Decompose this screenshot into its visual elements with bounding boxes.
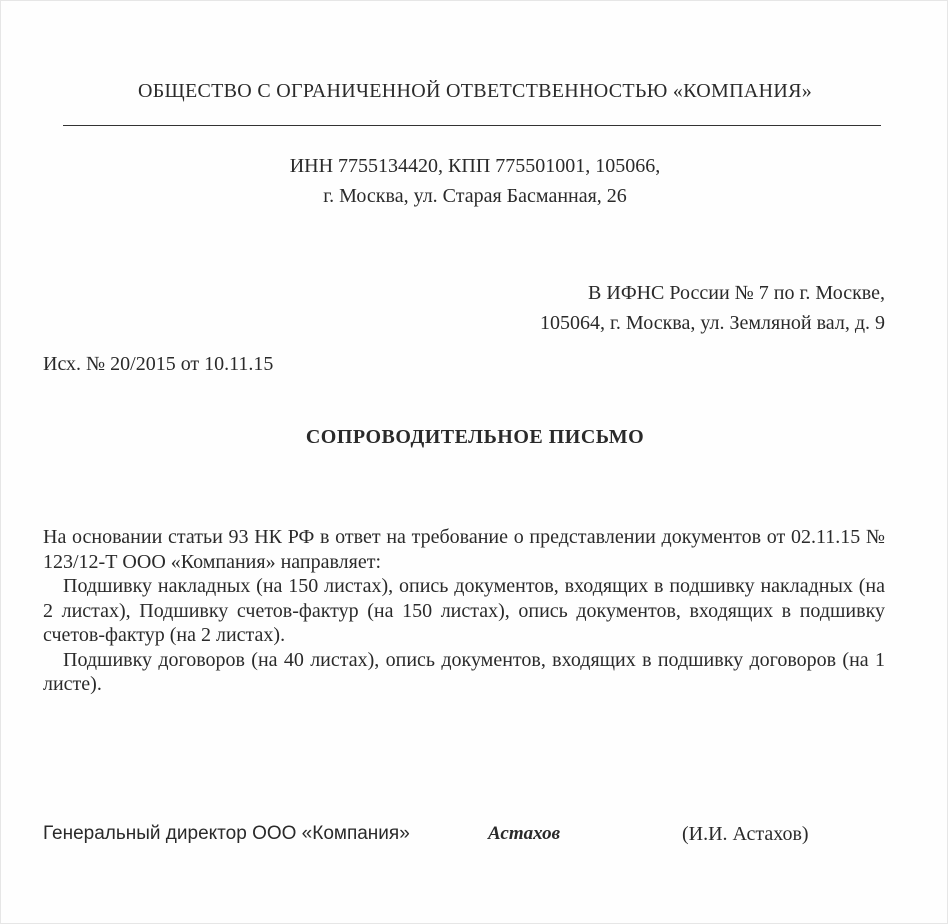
signatory-position: Генеральный директор ООО «Компания» <box>43 823 410 844</box>
addressee-recipient: В ИФНС России № 7 по г. Москве, <box>588 282 885 304</box>
signatory-name: (И.И. Астахов) <box>682 823 809 845</box>
requisites-tax-ids: ИНН 7755134420, КПП 775501001, 105066, <box>289 155 661 177</box>
document-title: СОПРОВОДИТЕЛЬНОЕ ПИСЬМО <box>305 426 645 448</box>
body-paragraph-invoices: Подшивку накладных (на 150 листах), опись документов, входящих в подшивку накладных (на 2 листах), Подшивку счетов-фактур (на 150 листах), опись документов, входящих в подшивку счетов-фактур (на 2 листах). <box>43 575 885 646</box>
addressee-address: 105064, г. Москва, ул. Земляной вал, д. 9 <box>539 312 885 334</box>
company-requisites <box>1 151 948 211</box>
handwritten-signature: Астахов <box>488 823 561 844</box>
outgoing-reference: Исх. № 20/2015 от 10.11.15 <box>43 353 274 375</box>
requisites-address: г. Москва, ул. Старая Басманная, 26 <box>323 185 627 207</box>
company-name: ОБЩЕСТВО С ОГРАНИЧЕННОЙ ОТВЕТСТВЕННОСТЬЮ «КОМПАНИЯ» <box>137 80 813 102</box>
letter-body <box>43 525 885 697</box>
letterhead-divider <box>63 125 881 126</box>
body-paragraph-intro: На основании статьи 93 НК РФ в ответ на требование о представлении документов от 02.11.15 № 123/12-Т ООО «Компания» направляет: <box>43 526 885 573</box>
addressee-block <box>540 278 885 338</box>
body-paragraph-contracts: Подшивку договоров (на 40 листах), опись документов, входящих в подшивку договоров (на 1 листе). <box>43 648 885 695</box>
